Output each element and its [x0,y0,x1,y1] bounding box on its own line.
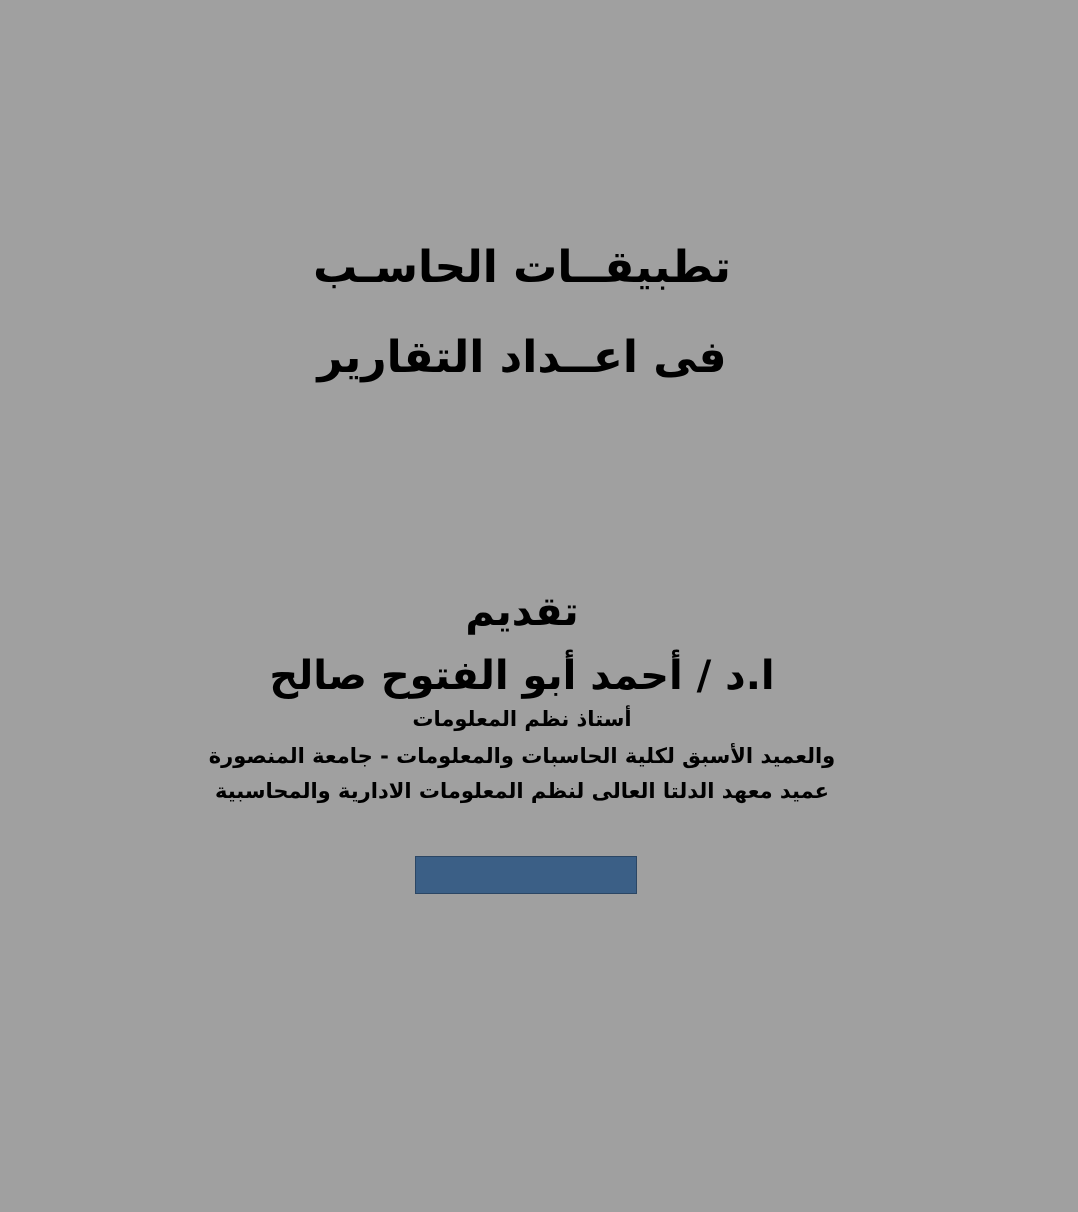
title-line-1: تطبيقــات الحاسـب [313,242,731,293]
author-current-position: عميد معهد الدلتا العالى لنظم المعلومات الادارية والمحاسبية [214,779,830,803]
title-line-2: فى اعــداد التقارير [317,332,727,383]
author-former-position: والعميد الأسبق لكلية الحاسبات والمعلومات - جامعة المنصورة [208,744,836,768]
author-role: أستاذ نظم المعلومات [412,707,632,731]
presented-by-label: تقديم [465,589,579,635]
accent-bar [415,856,637,894]
author-name: ا.د / أحمد أبو الفتوح صالح [269,653,775,699]
